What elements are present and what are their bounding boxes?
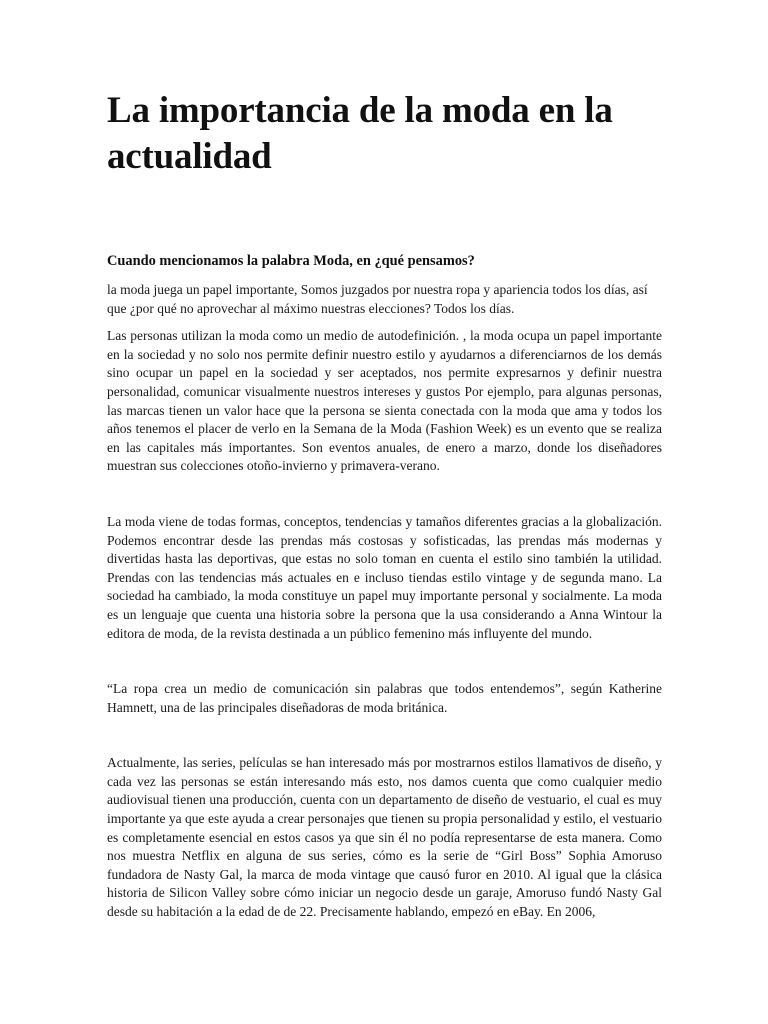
paragraph-5: Actualmente, las series, películas se han interesado más por mostrarnos estilos llamativos de diseño, y cada vez las personas se están interesando más esto, nos damos cuenta que como cualquier medio audiovisual tienen una producción, cuenta con un departamento de diseño de vestuario, el cual es muy importante ya que este ayuda a crear personajes que tienen su propia personalidad y estilo, el vestuario es completamente esencial en estos casos ya que sin él no podía representarse de esta manera. Como nos muestra Netflix en alguna de sus series, cómo es la serie de “Girl Boss” Sophia Amoruso fundadora de Nasty Gal, la marca de moda vintage que causó furor en 2010. Al igual que la clásica historia de Silicon Valley sobre cómo iniciar un negocio desde un garaje, Amoruso fundó Nasty Gal desde su habitación a la edad de de 22. Precisamente hablando, empezó en eBay. En 2006, bbox=[107, 755, 662, 920]
document-subtitle: Cuando mencionamos la palabra Moda, en ¿qué pensamos? bbox=[107, 253, 475, 269]
paragraph-1: la moda juega un papel importante, Somos juzgados por nuestra ropa y apariencia todos los días, así que ¿por qué no aprovechar al máximo nuestras elecciones? Todos los días. bbox=[107, 282, 648, 316]
document-title: La importancia de la moda en la actualidad bbox=[107, 90, 613, 177]
paragraph-quote: “La ropa crea un medio de comunicación sin palabras que todos entendemos”, según Katherine Hamnett, una de las principales diseñadoras de moda británica. bbox=[107, 681, 662, 715]
paragraph-3: La moda viene de todas formas, conceptos, tendencias y tamaños diferentes gracias a la globalización. Podemos encontrar desde las prendas más costosas y sofisticadas, las prendas más modernas y divertidas hasta las deportivas, que estas no solo toman en cuenta el estilo sino también la utilidad. Prendas con las tendencias más actuales en e incluso tiendas estilo vintage y de segunda mano. La sociedad ha cambiado, la moda constituye un papel muy importante personal y socialmente. La moda es un lenguaje que cuenta una historia sobre la persona que la usa considerando a Anna Wintour la editora de moda, de la revista destinada a un público femenino más influyente del mundo. bbox=[107, 513, 662, 641]
paragraph-2: Las personas utilizan la moda como un medio de autodefinición. , la moda ocupa un papel importante en la sociedad y no solo nos permite definir nuestro estilo y ayudarnos a diferenciarnos de los demás sino ocupar un papel en la sociedad y ser aceptados, nos permite expresarnos y definir nuestra personalidad, comunicar visualmente nuestros intereses y gustos Por ejemplo, para algunas personas, las marcas tienen un valor hace que la persona se sienta conectada con la moda que ama y todos los años tenemos el placer de verlo en la Semana de la Moda (Fashion Week) es un evento que se realiza en las capitales más importantes. Son eventos anuales, de enero a marzo, donde los diseñadores muestran sus colecciones otoño-invierno y primavera-verano. bbox=[107, 328, 662, 474]
